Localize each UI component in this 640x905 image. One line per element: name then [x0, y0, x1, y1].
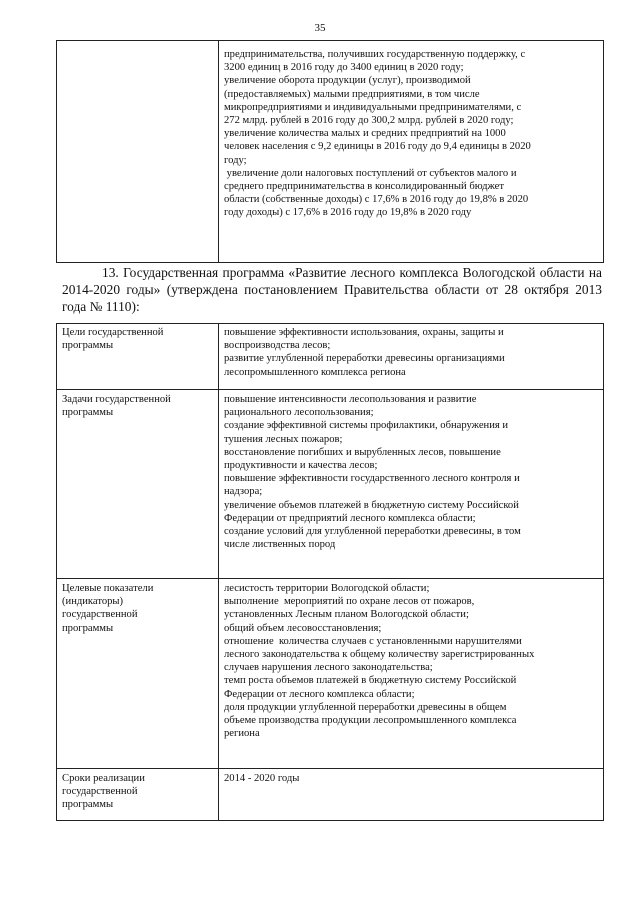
text-line: надзора; [224, 486, 263, 498]
label-line: программы [62, 622, 114, 634]
row-content [219, 324, 604, 390]
program-table [56, 323, 604, 821]
row-label [57, 324, 219, 390]
continuation-cell [219, 41, 604, 263]
text-line: объеме производства продукции лесопромышленного комплекса [224, 715, 517, 727]
text-line: случаев нарушения лесного законодательства; [224, 662, 433, 674]
text-line: доля продукции углубленной переработки древесины в общем [224, 701, 507, 713]
text-line: повышение эффективности государственного лесного контроля и [224, 473, 520, 485]
text-line: темп роста объемов платежей в бюджетную систему Российской [224, 675, 517, 687]
text-line: повышение интенсивности лесопользования и развитие [224, 394, 477, 405]
row-label [57, 390, 219, 579]
label-line: программы [62, 407, 114, 419]
table-row [57, 390, 604, 579]
text-line: Федерации от лесного комплекса области; [224, 688, 415, 700]
text-line: числе лиственных пород [224, 539, 336, 551]
label-line: Задачи государственной [62, 394, 171, 405]
label-line: Целевые показатели [62, 583, 154, 594]
continuation-table [56, 40, 604, 263]
text-line: установленных Лесным планом Вологодской области; [224, 609, 469, 621]
label-line: программы [62, 340, 114, 352]
page-number: 35 [314, 22, 326, 34]
label-line: Цели государственной [62, 327, 164, 338]
label-line: Сроки реализации [62, 773, 145, 784]
text-line: лесистость территории Вологодской области; [224, 583, 430, 594]
text-line: микропредприятиями и индивидуальными предпринимателями, с [224, 101, 522, 113]
text-line: области (собственные доходы) с 17,6% в 2016 году до 19,8% в 2020 [224, 194, 529, 206]
text-line: увеличение доли налоговых поступлений от субъектов малого и [224, 167, 517, 179]
label-line: (индикаторы) [62, 596, 124, 608]
text-line: создание условий для углубленной переработки древесины, в том [224, 526, 521, 538]
table-row [57, 769, 604, 821]
text-line: увеличение объемов платежей в бюджетную систему Российской [224, 499, 519, 511]
text-line: тушения лесных пожаров; [224, 433, 343, 445]
text-line: 272 млрд. рублей в 2016 году до 300,2 млрд. рублей в 2020 году; [224, 115, 514, 127]
text-line: году; [224, 154, 247, 166]
row-label [57, 579, 219, 769]
table-cell-empty [57, 41, 219, 263]
text-line: человек населения с 9,2 единицы в 2016 году до 9,4 единицы в 2020 [224, 141, 531, 153]
text-line: лесного законодательства к общему количеству зарегистрированных [224, 649, 535, 661]
row-label [57, 769, 219, 821]
text-line: развитие углубленной переработки древесины организациями [224, 353, 505, 365]
text-line: (предоставляемых) малыми предприятиями, в том числе [224, 88, 480, 100]
text-line: рационального лесопользования; [224, 407, 374, 419]
text-line: среднего предпринимательства в консолидированный бюджет [224, 181, 504, 193]
text-line: повышение эффективности использования, охраны, защиты и [224, 327, 504, 338]
label-line: государственной [62, 609, 138, 621]
table-row [57, 579, 604, 769]
text-line: общий объем лесовосстановления; [224, 622, 382, 634]
row-content [219, 390, 604, 579]
text-line: воспроизводства лесов; [224, 340, 331, 352]
label-line: программы [62, 799, 114, 811]
text-line: региона [224, 728, 260, 740]
text-line: продуктивности и качества лесов; [224, 460, 378, 472]
table-row [57, 324, 604, 390]
row-content [219, 579, 604, 769]
text-line: отношение количества случаев с установленными нарушителями [224, 635, 522, 647]
text-line: 3200 единиц в 2016 году до 3400 единиц в 2020 году; [224, 62, 464, 74]
label-line: государственной [62, 786, 138, 798]
table-row [57, 41, 604, 263]
text-line: создание эффективной системы профилактики, обнаружения и [224, 420, 509, 432]
text-line: 2014 - 2020 годы [224, 773, 300, 784]
text-line: выполнение мероприятий по охране лесов от пожаров, [224, 596, 475, 608]
text-line: увеличение оборота продукции (услуг), производимой [224, 75, 471, 87]
text-line: году доходы) с 17,6% в 2016 году до 19,8% в 2020 году [224, 207, 472, 219]
row-content [219, 769, 604, 821]
text-line: Федерации от предприятий лесного комплекса области; [224, 512, 476, 524]
section-heading: 13. Государственная программа «Развитие лесного комплекса Вологодской области на 2014-2020 годы» (утверждена постановлением Правительства области от 28 октября 2013 года № 1110): [62, 265, 602, 314]
text-line: восстановление погибших и вырубленных лесов, повышение [224, 446, 501, 458]
text-line: предпринимательства, получивших государственную поддержку, с [224, 49, 526, 60]
text-line: увеличение количества малых и средних предприятий на 1000 [224, 128, 506, 140]
text-line: лесопромышленного комплекса региона [224, 366, 406, 378]
